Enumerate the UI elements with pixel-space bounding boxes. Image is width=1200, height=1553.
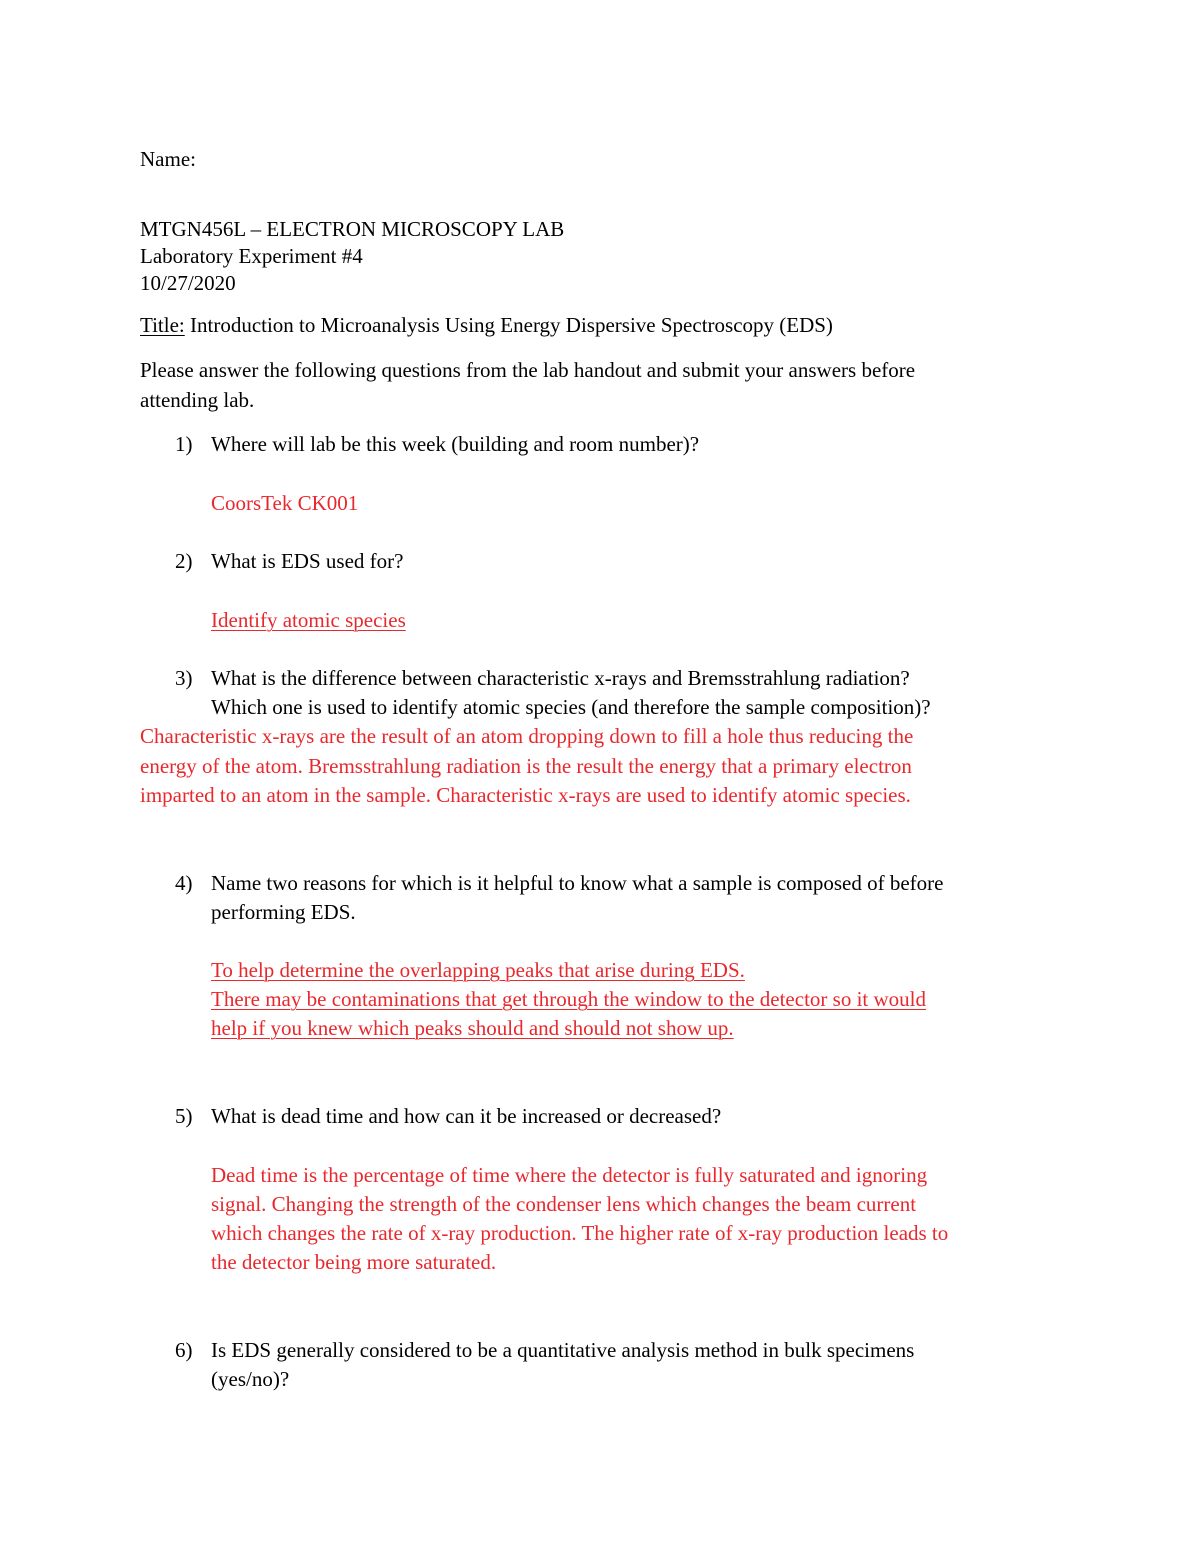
answer-text: To help determine the overlapping peaks that arise during EDS.	[211, 958, 745, 982]
answer-text: the detector being more saturated.	[211, 1250, 497, 1274]
answer-text: help if you knew which peaks should and should not show up.	[211, 1016, 734, 1040]
question-number: 5)	[175, 1104, 193, 1128]
answer-text: Identify atomic species	[211, 608, 406, 632]
question-text: Which one is used to identify atomic species (and therefore the sample composition)?	[211, 695, 931, 719]
question-number: 1)	[175, 432, 193, 456]
answer-text: energy of the atom. Bremsstrahlung radiation is the result the energy that a primary electron	[140, 754, 912, 778]
answer-text: imparted to an atom in the sample. Characteristic x-rays are used to identify atomic species.	[140, 783, 911, 807]
instructions-line-2: attending lab.	[140, 388, 255, 412]
answer-text: Dead time is the percentage of time where the detector is fully saturated and ignoring	[211, 1163, 928, 1187]
title-text: Introduction to Microanalysis Using Energy Dispersive Spectroscopy (EDS)	[184, 313, 833, 337]
question-text: What is EDS used for?	[211, 549, 404, 573]
answer-text: Characteristic x-rays are the result of an atom dropping down to fill a hole thus reducing the	[140, 724, 914, 748]
question-text: Name two reasons for which is it helpful to know what a sample is composed of before	[211, 871, 944, 895]
answer-text: which changes the rate of x-ray production. The higher rate of x-ray production leads to	[211, 1221, 949, 1245]
question-text: Is EDS generally considered to be a quantitative analysis method in bulk specimens	[211, 1338, 915, 1362]
question-text: What is dead time and how can it be increased or decreased?	[211, 1104, 722, 1128]
answer-text: CoorsTek CK001	[211, 491, 359, 515]
question-number: 6)	[175, 1338, 193, 1362]
answer-text: There may be contaminations that get through the window to the detector so it would	[211, 987, 926, 1011]
question-number: 4)	[175, 871, 193, 895]
instructions-line-1: Please answer the following questions from the lab handout and submit your answers before	[140, 358, 916, 382]
question-text: (yes/no)?	[211, 1367, 290, 1391]
question-text: performing EDS.	[211, 900, 356, 924]
question-text: Where will lab be this week (building and room number)?	[211, 432, 700, 456]
experiment-date: 10/27/2020	[140, 271, 236, 295]
experiment-number: Laboratory Experiment #4	[140, 244, 363, 268]
question-text: What is the difference between characteristic x-rays and Bremsstrahlung radiation?	[211, 666, 910, 690]
course-title: MTGN456L – ELECTRON MICROSCOPY LAB	[140, 217, 565, 241]
question-number: 3)	[175, 666, 193, 690]
name-label: Name:	[140, 147, 196, 171]
answer-text: signal. Changing the strength of the condenser lens which changes the beam current	[211, 1192, 917, 1216]
question-number: 2)	[175, 549, 193, 573]
title-label: Title:	[140, 313, 185, 337]
title-line	[140, 315, 833, 336]
